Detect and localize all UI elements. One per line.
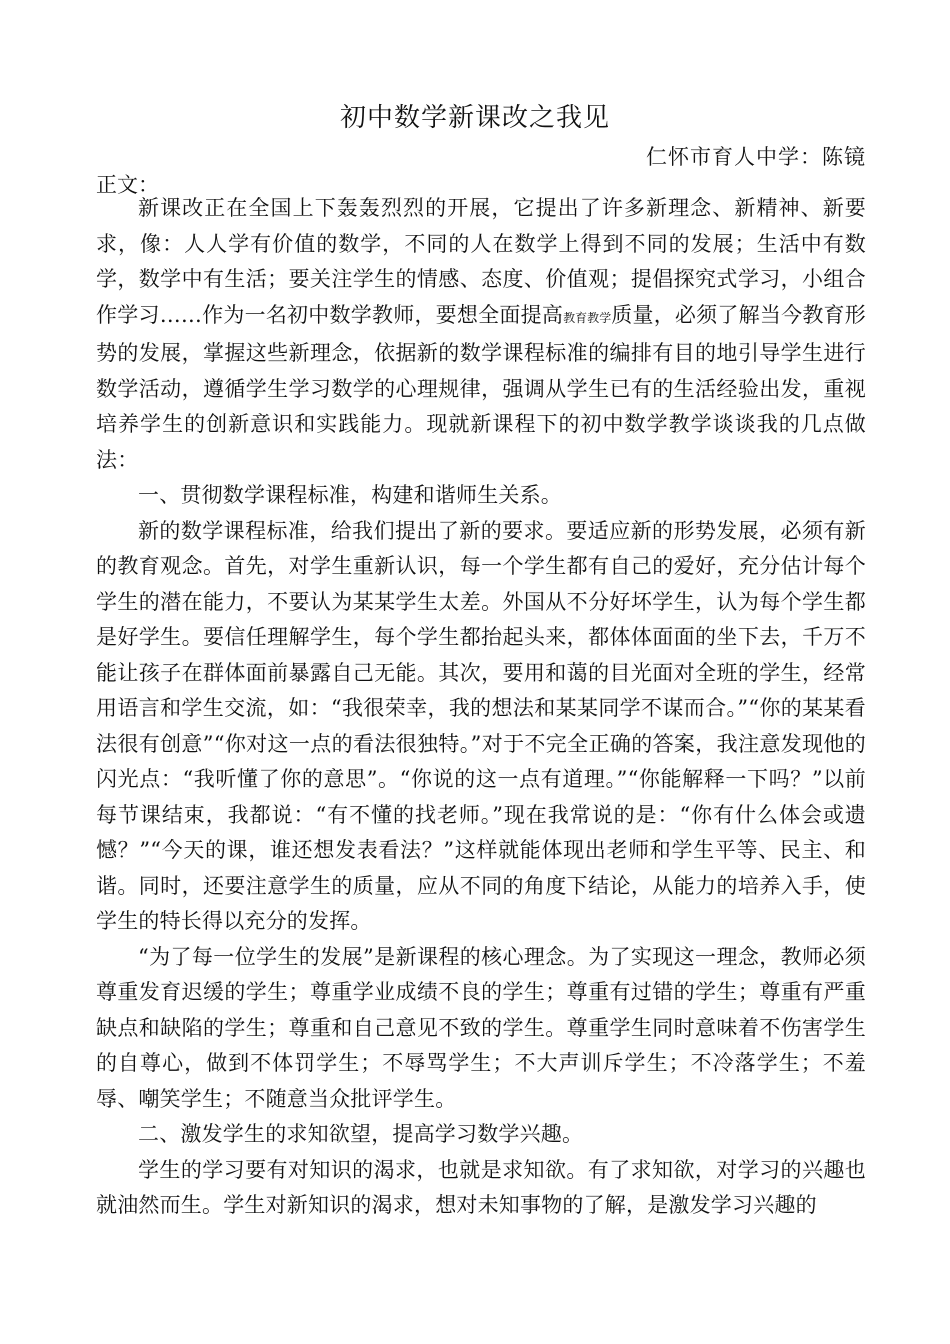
body-label: 正文： (96, 173, 159, 197)
section-heading-1: 一、贯彻数学课程标准，构建和谐师生关系。 (138, 483, 562, 507)
paragraph-intro (96, 191, 866, 478)
paragraph-intro-text-a: 新课改正在全国上下轰轰烈烈的开展，它提出了许多新理念、新精神、新要求，像：人人学有价值的数学，不同的人在数学上得到不同的发展；生活中有数学，数学中有生活；要关注学生的情感、态度、价值观；提倡探究式学习，小组合作学习……作为一名初中数学教师，要想全面提高 (96, 196, 866, 327)
paragraph-intro-text-b: 质量，必须了解当今教育形势的发展，掌握这些新理念，依据新的数学课程标准的编排有目的地引导学生进行数学活动，遵循学生学习数学的心理规律，强调从学生已有的生活经验出发，重视培养学生的创新意识和实践能力。现就新课程下的初中数学教学谈谈我的几点做法： (96, 302, 866, 472)
paragraph-section-2: 学生的学习要有对知识的渴求，也就是求知欲。有了求知欲，对学习的兴趣也就油然而生。学生对新知识的渴求，想对未知事物的了解，是激发学习兴趣的 (96, 1157, 866, 1217)
paragraph-intro-small-text: 教育教学 (563, 310, 612, 325)
author-line: 仁怀市育人中学：陈镜 (646, 145, 866, 169)
paragraph-core-idea: “为了每一位学生的发展”是新课程的核心理念。为了实现这一理念，教师必须尊重发育迟缓的学生；尊重学业成绩不良的学生；尊重有过错的学生；尊重有严重缺点和缺陷的学生；尊重和自己意见不致的学生。尊重学生同时意味着不伤害学生的自尊心，做到不体罚学生；不辱骂学生；不大声训斥学生；不冷落学生；不羞辱、嘲笑学生；不随意当众批评学生。 (96, 944, 866, 1111)
document-body (96, 191, 866, 1224)
paragraph-section-1: 新的数学课程标准，给我们提出了新的要求。要适应新的形势发展，必须有新的教育观念。首先，对学生重新认识，每一个学生都有自己的爱好，充分估计每个学生的潜在能力，不要认为某某学生太差。外国从不分好坏学生，认为每个学生都是好学生。要信任理解学生，每个学生都抬起头来，都体体面面的坐下去，千万不能让孩子在群体面前暴露自己无能。其次，要用和蔼的目光面对全班的学生，经常用语言和学生交流，如：“我很荣幸，我的想法和某某同学不谋而合。”“你的某某看法很有创意”“你对这一点的看法很独特。”对于不完全正确的答案，我注意发现他的闪光点：“我听懂了你的意思”。“你说的这一点有道理。”“你能解释一下吗？”以前每节课结束，我都说：“有不懂的找老师。”现在我常说的是：“你有什么体会或遗憾？”“今天的课，谁还想发表看法？”这样就能体现出老师和学生平等、民主、和谐。同时，还要注意学生的质量，应从不同的角度下结论，从能力的培养入手，使学生的特长得以充分的发挥。 (96, 518, 866, 933)
document-title: 初中数学新课改之我见 (339, 103, 610, 133)
section-heading-2: 二、激发学生的求知欲望，提高学习数学兴趣。 (138, 1122, 584, 1146)
